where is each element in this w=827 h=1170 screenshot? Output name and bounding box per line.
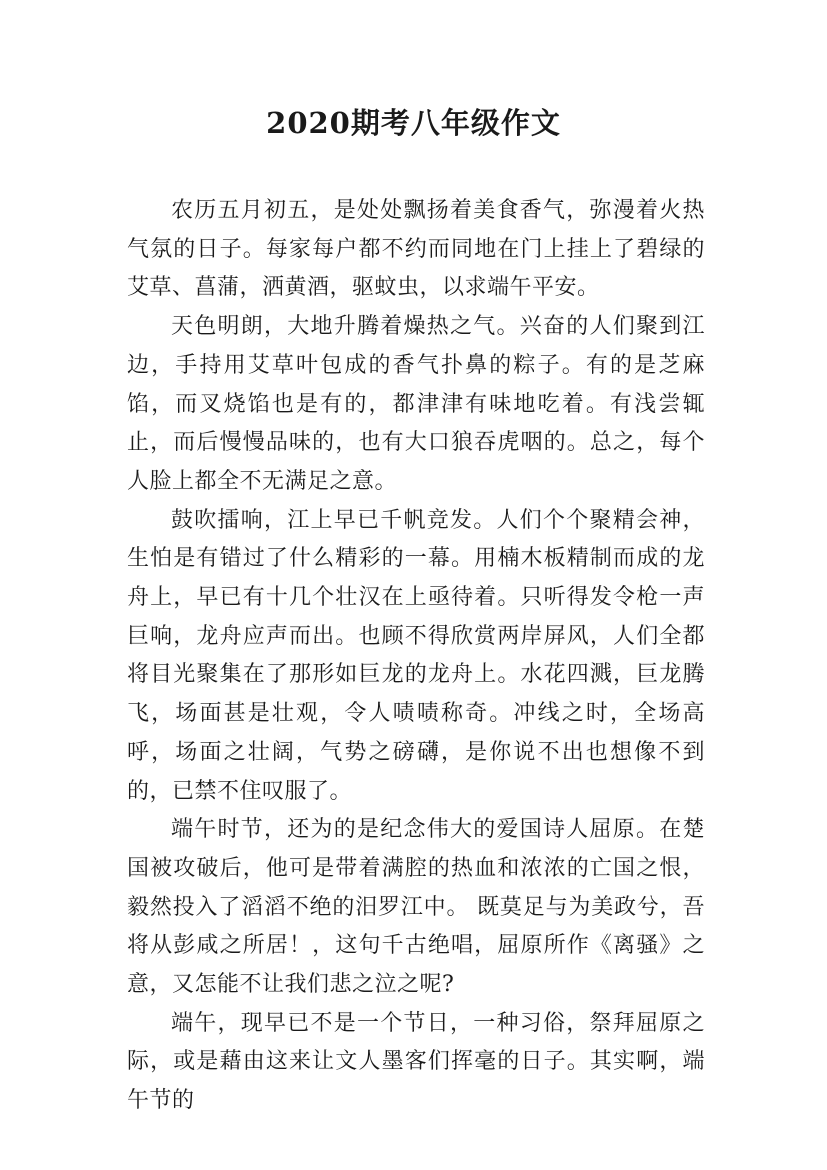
paragraph-1: 农历五月初五，是处处飘扬着美食香气，弥漫着火热气氛的日子。每家每户都不约而同地在门上挂上了碧绿的艾草、菖蒲，洒黄酒，驱蚊虫，以求端午平安。	[127, 198, 705, 301]
paragraph-4: 端午时节，还为的是纪念伟大的爱国诗人屈原。在楚国被攻破后，他可是带着满腔的热血和浓浓的亡国之恨，毅然投入了滔滔不绝的汨罗江中。 既莫足与为美政兮，吾将从彭咸之所居！，这句千古绝唱，屈原所作《离骚》之意，又怎能不让我们悲之泣之呢?	[127, 817, 705, 998]
document-title: 2020期考八年级作文	[266, 106, 561, 140]
paragraph-5: 端午，现早已不是一个节日，一种习俗，祭拜屈原之际，或是藉由这来让文人墨客们挥毫的日子。其实啊，端午节的	[127, 1010, 705, 1114]
paragraph-3: 鼓吹擂响，江上早已千帆竞发。人们个个聚精会神，生怕是有错过了什么精彩的一幕。用楠木板精制而成的龙舟上，早已有十几个壮汉在上亟待着。只听得发令枪一声巨响，龙舟应声而出。也顾不得欣赏两岸屏风，人们全都将目光聚集在了那形如巨龙的龙舟上。水花四溅，巨龙腾飞，场面甚是壮观，令人啧啧称奇。冲线之时，全场高呼，场面之壮阔，气势之磅礴，是你说不出也想像不到的，已禁不住叹服了。	[127, 507, 705, 804]
document-body	[127, 192, 705, 1121]
paragraph-2: 天色明朗，大地升腾着燥热之气。兴奋的人们聚到江边，手持用艾草叶包成的香气扑鼻的粽子。有的是芝麻馅，而叉烧馅也是有的，都津津有味地吃着。有浅尝辄止，而后慢慢品味的，也有大口狼吞虎咽的。总之，每个人脸上都全不无满足之意。	[127, 314, 705, 494]
